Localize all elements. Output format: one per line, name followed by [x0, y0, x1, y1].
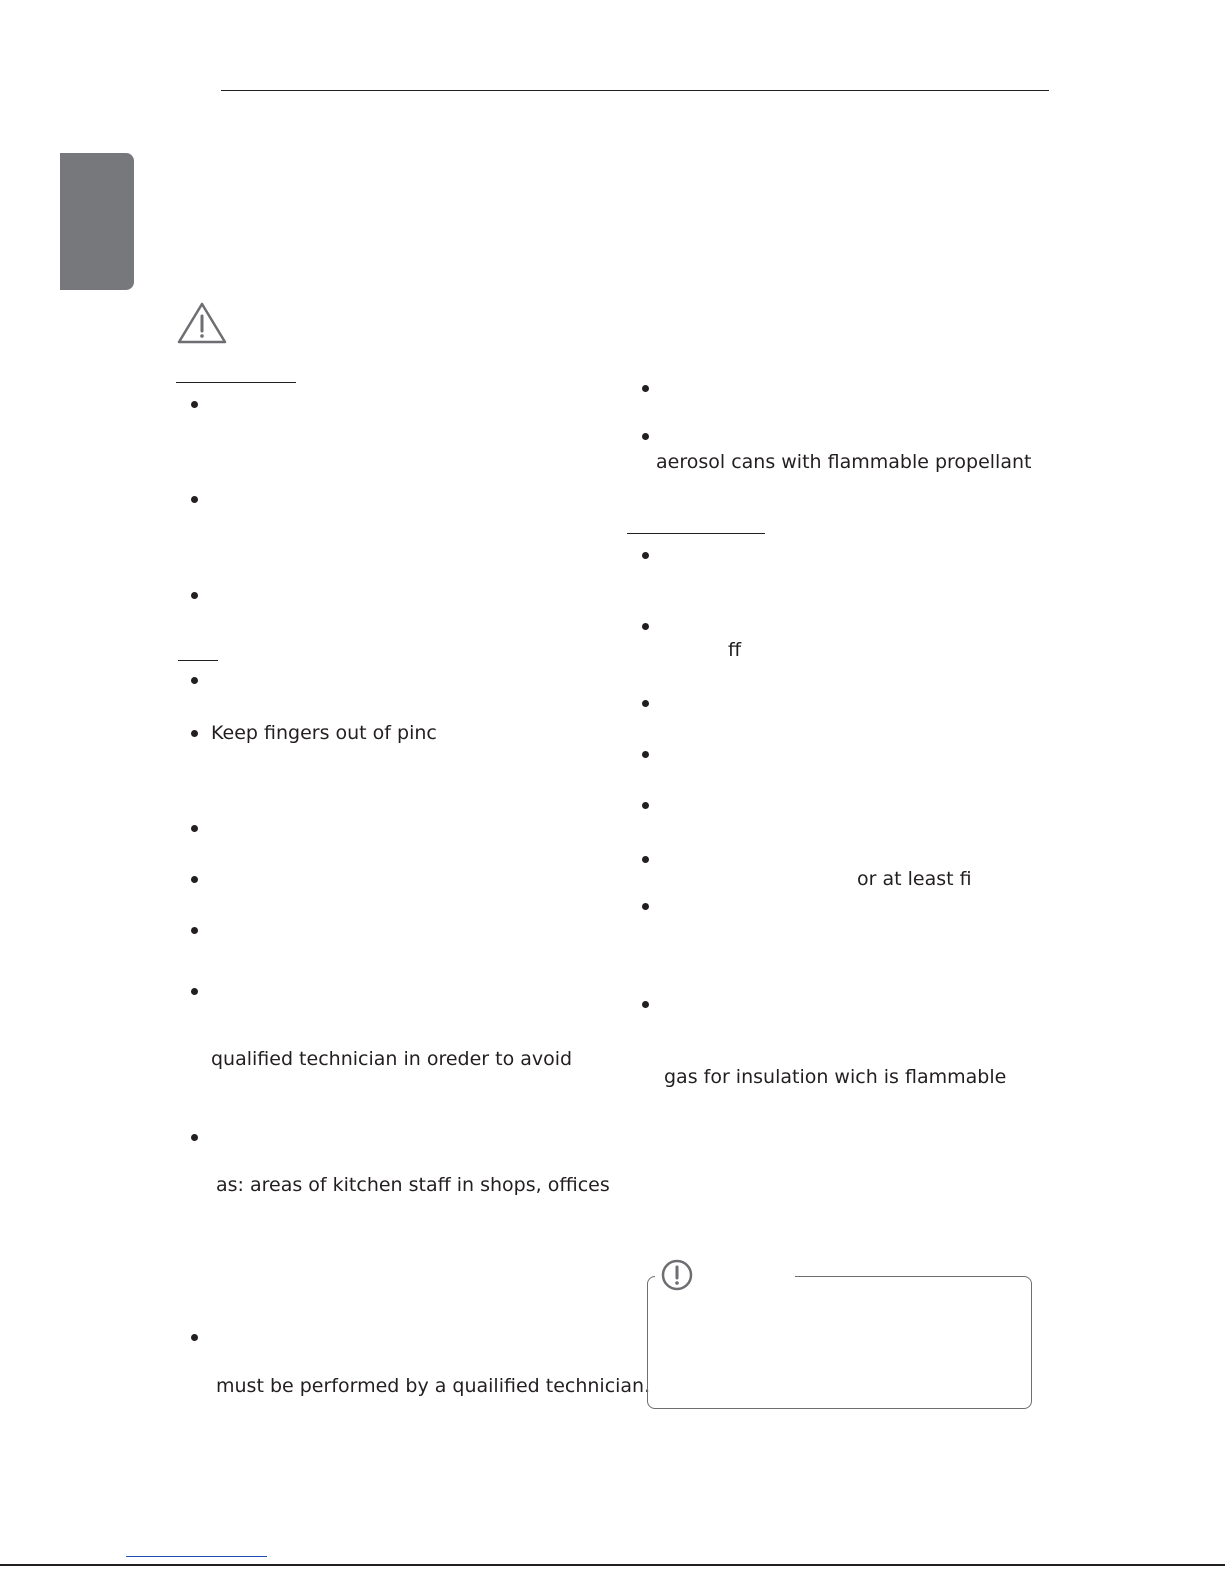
paragraph-line: qualified technician in oreder to avoid [211, 1048, 573, 1070]
left-section-heading-rule [176, 382, 296, 383]
bullet [642, 700, 649, 707]
bullet [642, 623, 649, 630]
bullet [642, 433, 649, 440]
bullet [191, 401, 198, 408]
bullet [191, 1334, 198, 1341]
paragraph-line: aerosol cans with flammable propellant [656, 451, 1032, 473]
bullet [191, 927, 198, 934]
exclamation-circle-icon [660, 1258, 694, 1292]
bullet [642, 385, 649, 392]
paragraph-line: or at least fi [857, 868, 972, 890]
bullet [191, 730, 198, 737]
paragraph-line: Keep fingers out of pinc [211, 722, 437, 744]
paragraph-line: gas for insulation wich is flammable [664, 1066, 1007, 1088]
bullet [191, 496, 198, 503]
footer-rule [0, 1564, 1225, 1566]
note-box [647, 1276, 1032, 1409]
footer-link-underline[interactable] [126, 1556, 267, 1557]
bullet [642, 751, 649, 758]
bullet [191, 825, 198, 832]
bullet [642, 1001, 649, 1008]
right-section-heading-rule [627, 533, 765, 534]
bullet [642, 802, 649, 809]
bullet [191, 677, 198, 684]
warning-triangle-icon [177, 302, 227, 344]
bullet [191, 876, 198, 883]
left-subsection-heading-rule [178, 660, 218, 661]
bullet [642, 903, 649, 910]
paragraph-line: must be performed by a quailified technician. [216, 1375, 651, 1397]
bullet [642, 552, 649, 559]
bullet [191, 1134, 198, 1141]
bullet [642, 856, 649, 863]
bullet [191, 988, 198, 995]
side-tab [60, 153, 134, 290]
bullet [191, 592, 198, 599]
paragraph-line: as: areas of kitchen staff in shops, offices [216, 1174, 610, 1196]
header-rule [221, 90, 1049, 91]
paragraph-line: ff [728, 639, 742, 661]
